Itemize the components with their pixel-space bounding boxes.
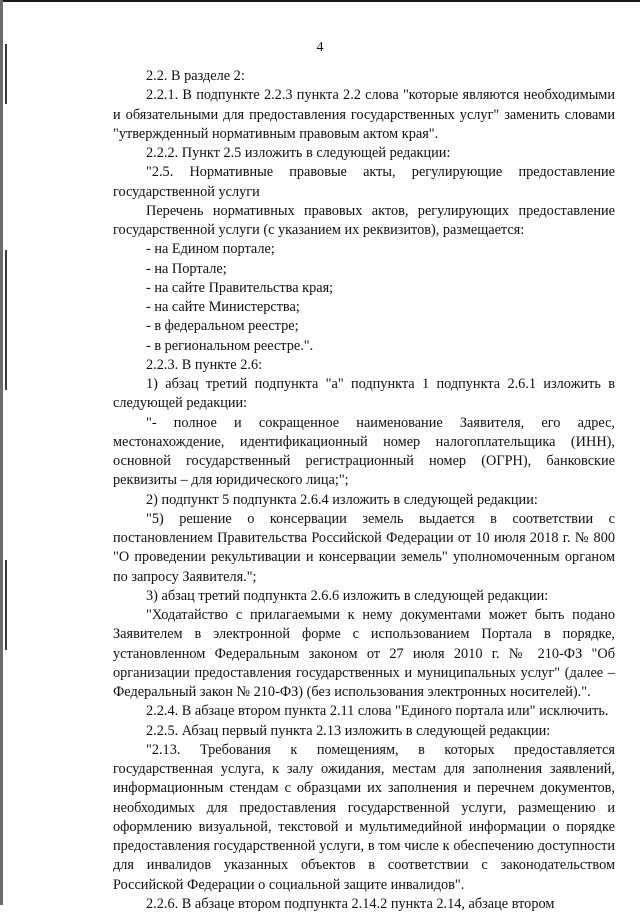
paragraph: "Ходатайство с прилагаемыми к нему документами может быть подано Заявителем в электронной форме с использованием Портала в порядке, установленном Федеральным законом от 27 июля 2010 г. № 210-ФЗ "Об организации предоставления государственных и муниципальных услуг" (далее – Федеральный закон № 210-ФЗ) (без использования электронных носителей).".: [113, 607, 615, 700]
paragraph: 2.2.6. В абзаце втором подпункта 2.14.2 пункта 2.14, абзаце втором: [146, 895, 555, 912]
paragraph: "5) решение о консервации земель выдается в соответствии с постановлением Правительства Российской Федерации от 10 июля 2018 г. № 800 "О проведении рекультивации и консервации земель" уполномоченным органом по запросу Заявителя.";: [113, 510, 615, 585]
paragraph: 3) абзац третий подпункта 2.6.6 изложить в следующей редакции:: [146, 587, 549, 604]
paragraph: 2.2.1. В подпункте 2.2.3 пункта 2.2 слова "которые являются необходимыми и обязательными для предоставления государственных услуг" заменить словами "утвержденный нормативным правовым актом края".: [113, 87, 615, 142]
scan-left-mark: [5, 560, 7, 650]
paragraph: 2.2.2. Пункт 2.5 изложить в следующей редакции:: [146, 145, 451, 161]
paragraph: 2.2.3. В пункте 2.6:: [146, 356, 263, 373]
scan-left-mark: [5, 250, 7, 390]
paragraph: "- полное и сокращенное наименование Заявителя, его адрес, местонахождение, идентификационный номер налогоплательщика (ИНН), основной государственный регистрационный номер (ОГРН), банковские реквизиты – для юридического лица;";: [113, 414, 615, 489]
document-body: [113, 67, 615, 914]
page-number: 4: [316, 40, 324, 55]
list-item: - на сайте Правительства края;: [146, 279, 334, 296]
scan-top-border: [0, 0, 640, 2]
list-item: - в региональном реестре.".: [146, 337, 314, 354]
paragraph: 1) абзац третий подпункта "а" подпункта 1 подпункта 2.6.1 изложить в следующей редакции:: [113, 376, 615, 412]
paragraph: "2.5. Нормативные правовые акты, регулирующие предоставление государственной услуги: [113, 164, 615, 200]
paragraph: 2.2. В разделе 2:: [146, 68, 245, 84]
paragraph: Перечень нормативных правовых актов, регулирующих предоставление государственной услуги (с указанием их реквизитов), размещается:: [113, 202, 615, 238]
paragraph: 2.2.5. Абзац первый пункта 2.13 изложить в следующей редакции:: [146, 722, 551, 739]
paragraph: 2.2.4. В абзаце втором пункта 2.11 слова "Единого портала или" исключить.: [146, 703, 609, 720]
list-item: - на Едином портале;: [146, 241, 275, 258]
scan-left-border: [0, 0, 3, 905]
paragraph: "2.13. Требования к помещениям, в которых предоставляется государственная услуга, к залу ожидания, местам для заполнения заявлений, информационным стендам с образцами их заполнения и перечнем документов, необходимых для предоставления государственной услуги, размещению и оформлению визуальной, текстовой и мультимедийной информации о порядке предоставления государственной услуги, в том числе к обеспечению доступности для инвалидов указанных объектов в соответствии с законодательством Российской Федерации о социальной защите инвалидов".: [113, 741, 615, 893]
paragraph: 2) подпункт 5 подпункта 2.6.4 изложить в следующей редакции:: [146, 491, 538, 508]
list-item: - на сайте Министерства;: [146, 299, 300, 315]
list-item: - в федеральном реестре;: [146, 318, 299, 335]
list-item: - на Портале;: [146, 260, 227, 277]
